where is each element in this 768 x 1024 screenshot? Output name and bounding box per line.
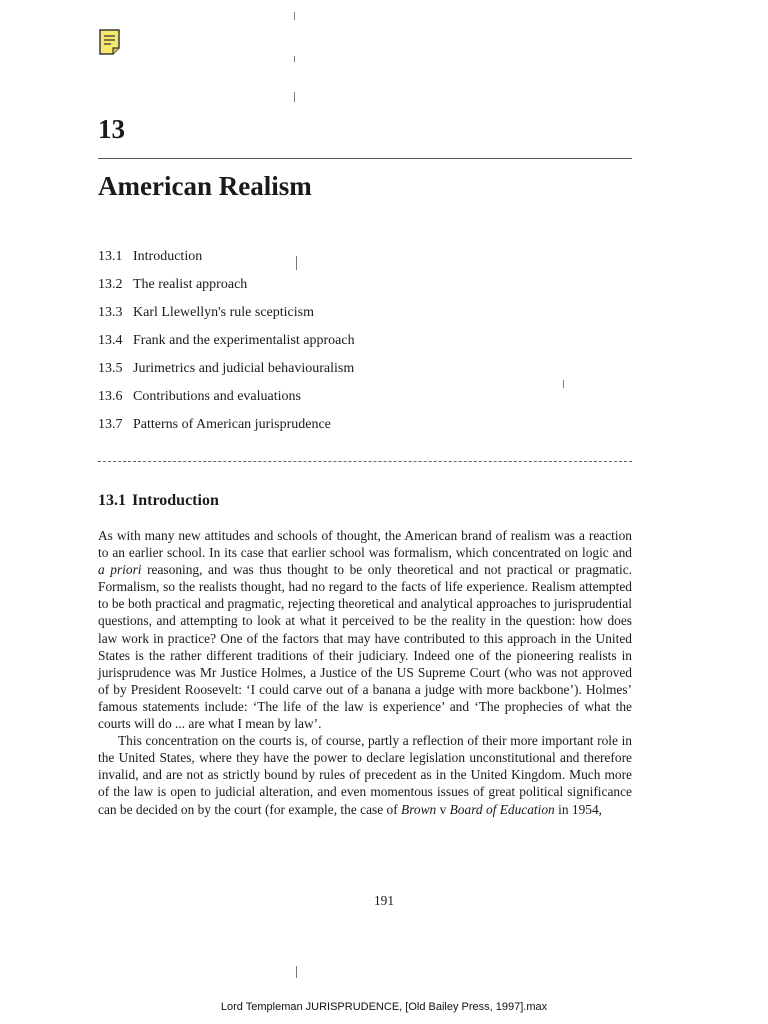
chapter-contents-list	[98, 249, 355, 445]
toc-item-number: 13.1	[98, 249, 123, 264]
scan-speck	[294, 12, 295, 20]
toc-item-title: Frank and the experimentalist approach	[133, 333, 355, 348]
section-title: Introduction	[132, 492, 219, 509]
toc-item	[98, 389, 355, 417]
scan-speck	[296, 256, 297, 270]
toc-item-title: Patterns of American jurisprudence	[133, 417, 331, 432]
case-name: Brown	[401, 801, 437, 817]
chapter-title: American Realism	[98, 171, 312, 201]
toc-item	[98, 361, 355, 389]
chapter-divider	[98, 158, 632, 159]
source-footer: Lord Templeman JURISPRUDENCE, [Old Bailey Press, 1997].max	[220, 1001, 548, 1013]
toc-item	[98, 249, 355, 277]
scan-speck	[296, 966, 297, 978]
chapter-number: 13	[98, 114, 125, 144]
toc-item-number: 13.6	[98, 389, 123, 404]
toc-item-number: 13.7	[98, 417, 123, 432]
paragraph-text: v	[436, 801, 450, 817]
case-name: Board of Education	[449, 801, 555, 817]
toc-item-title: The realist approach	[133, 277, 248, 292]
section-heading	[98, 492, 219, 510]
scan-speck	[294, 92, 295, 102]
italic-term: a priori	[98, 562, 142, 578]
contents-divider	[98, 461, 632, 462]
body-text	[98, 527, 632, 818]
toc-item-number: 13.5	[98, 361, 123, 376]
paragraph-text: reasoning, and was thus thought to be only theoretical and not practical or pragmatic. Formalism, so the realists thought, had no regard to the facts of life experience. Realism attempted to be both practical and pragmatic, rejecting theoretical and analytical approaches to jurisprudential questions, and attempting to look at what it perceived to be the reality in the question: how does law work in practice? One of the factors that may have contributed to this approach in the United States is the rather different traditions of their judiciary. Indeed one of the pioneering realists in jurisprudence was Mr Justice Holmes, a Justice of the US Supreme Court (who was not approved of by President Roosevelt: ‘I could carve out of a banana a judge with more backbone’). Holmes’ famous statements include: ‘The life of the law is experience’ and ‘The prophecies of what the courts will do ... are what I mean by law’.	[98, 562, 632, 732]
paragraph-text: in 1954,	[554, 801, 603, 817]
section-number: 13.1	[98, 492, 126, 509]
paragraph-text: This concentration on the courts is, of course, partly a reflection of their more important role in the United States, where they have the power to declare legislation unconstitutional and therefore invalid, and are not as strictly bound by rules of precedent as in the United Kingdom. Much more of the law is open to judicial alteration, and even momentous issues of great political significance can be decided on by the court (for example, the case of	[98, 733, 632, 817]
toc-item-title: Karl Llewellyn's rule scepticism	[133, 305, 314, 320]
toc-item-title: Jurimetrics and judicial behaviouralism	[133, 361, 355, 376]
toc-item	[98, 277, 355, 305]
sticky-note-icon[interactable]	[98, 28, 122, 56]
paragraph	[98, 527, 632, 732]
toc-item-number: 13.4	[98, 333, 123, 348]
toc-item	[98, 417, 355, 445]
toc-item-title: Introduction	[133, 249, 203, 264]
toc-item-number: 13.3	[98, 305, 123, 320]
page-number: 191	[373, 893, 395, 908]
scan-speck	[294, 56, 295, 62]
toc-item-number: 13.2	[98, 277, 123, 292]
paragraph	[98, 732, 632, 817]
toc-item	[98, 333, 355, 361]
paragraph-text: As with many new attitudes and schools of thought, the American brand of realism was a reaction to an earlier school. In its case that earlier school was formalism, which concentrated on logic and	[98, 528, 632, 561]
toc-item-title: Contributions and evaluations	[133, 389, 301, 404]
toc-item	[98, 305, 355, 333]
scan-speck	[563, 380, 564, 388]
